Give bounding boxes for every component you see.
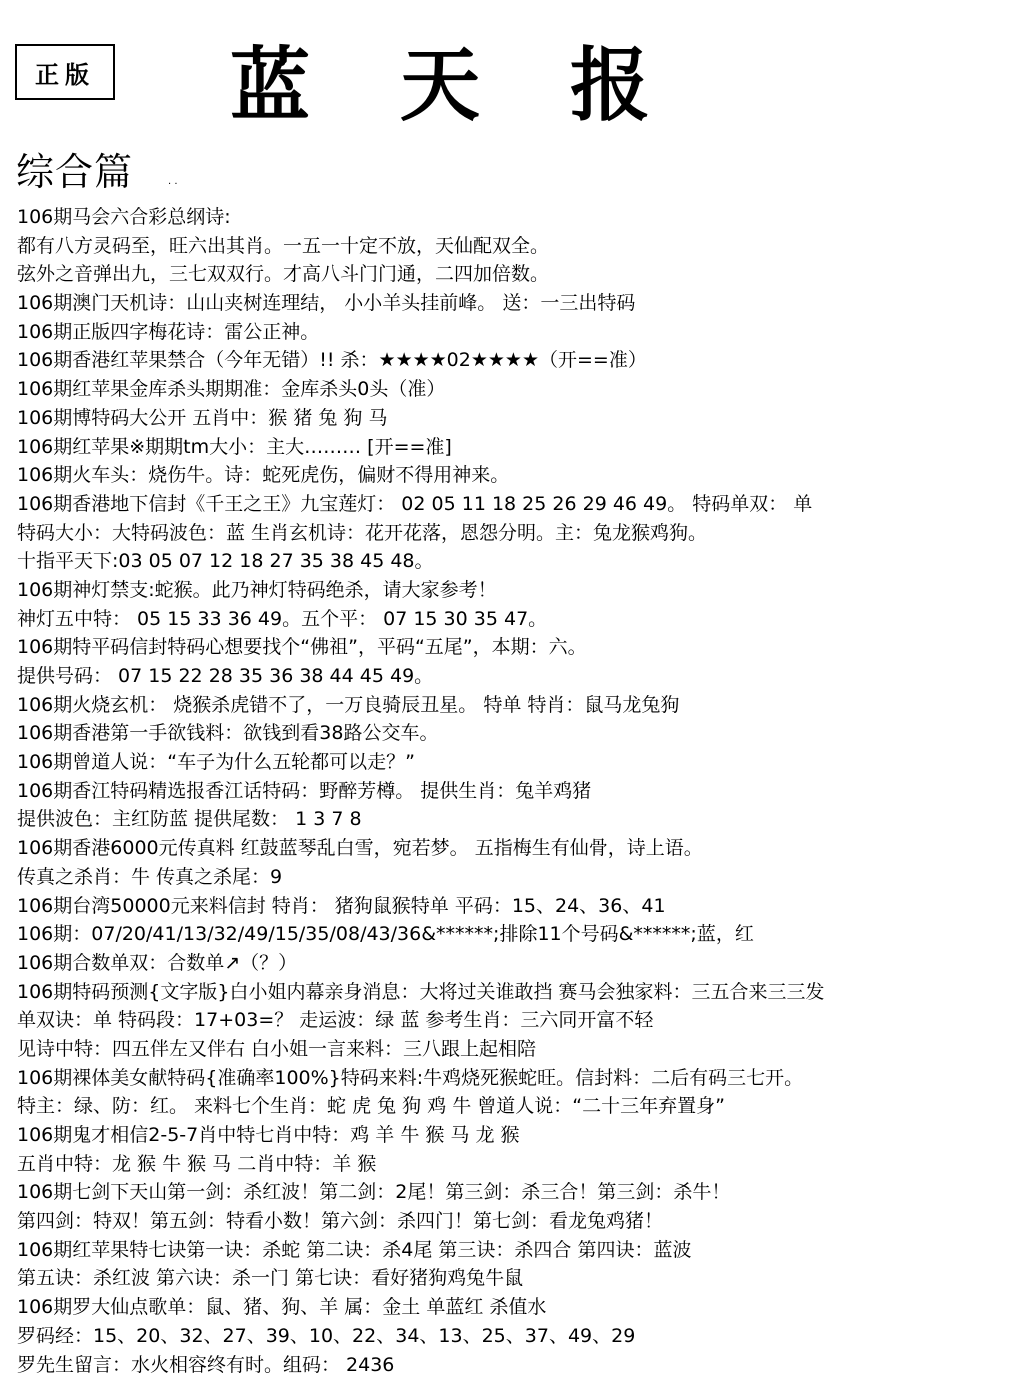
text-line: 106期火烧玄机： 烧猴杀虎错不了，一万良骑辰丑星。 特单 特肖：鼠马龙兔狗: [17, 693, 680, 716]
text-line: 106期澳门天机诗：山山夹树连理结， 小小羊头挂前峰。 送：一三出特码: [17, 292, 636, 315]
text-line: 106期香港地下信封《千王之王》九宝莲灯： 02 05 11 18 25 26 29 46 49。 特码单双： 单: [17, 492, 813, 515]
text-line: 十指平天下:03 05 07 12 18 27 35 38 45 48。: [17, 550, 434, 573]
text-line: 106期：07/20/41/13/32/49/15/35/08/43/36&******;排除11个号码&******;蓝，红: [17, 923, 754, 946]
text-line: 106期香江特码精选报香江话特码：野醉芳樽。 提供生肖：兔羊鸡猪: [17, 779, 592, 802]
masthead-title: [230, 40, 650, 130]
text-line: 106期红苹果金库杀头期期准：金库杀头0头（准）: [17, 378, 446, 401]
text-line: 见诗中特：四五伴左又伴右 白小姐一言来料：三八跟上起相陪: [17, 1037, 537, 1060]
text-line: 106期鬼才相信2-5-7肖中特七肖中特：鸡 羊 牛 猴 马 龙 猴: [17, 1124, 520, 1146]
genuine-edition-badge: 正版: [15, 44, 115, 100]
text-line: 106期马会六合彩总纲诗:: [17, 206, 231, 228]
content-lines: [17, 203, 1007, 1379]
text-line: 106期香港红苹果禁合（今年无错）!! 杀：★★★★02★★★★（开==准）: [17, 349, 647, 372]
text-line: 106期香港第一手欲钱料：欲钱到看38路公交车。: [17, 722, 439, 745]
text-line: 提供号码： 07 15 22 28 35 36 38 44 45 49。: [17, 665, 434, 687]
text-line: 第四剑：特双！第五剑：特看小数！第六剑：杀四门！第七剑：看龙兔鸡猪！: [17, 1210, 664, 1233]
text-line: 106期特码预测{文字版}白小姐内幕亲身消息：大将过关谁敢挡 赛马会独家料：三五合来三三发: [17, 980, 825, 1003]
masthead-char-1: 蓝: [230, 38, 310, 132]
text-line: 神灯五中特： 05 15 33 36 49。五个平： 07 15 30 35 47。: [17, 607, 548, 630]
text-line: 罗码经：15、20、32、27、39、10、22、34、13、25、37、49、29: [17, 1324, 636, 1347]
text-line: 106期红苹果特七诀第一诀：杀蛇 第二诀：杀4尾 第三诀：杀四合 第四诀：蓝波: [17, 1238, 692, 1261]
text-line: 106期裸体美女献特码{准确率100%}特码来料:牛鸡烧死猴蛇旺。信封料：二后有码三七开。: [17, 1066, 804, 1089]
text-line: 提供波色：主红防蓝 提供尾数： 1 3 7 8: [17, 808, 362, 831]
text-line: 106期红苹果※期期tm大小：主大……… [开==准]: [17, 435, 452, 458]
text-line: 传真之杀肖：牛 传真之杀尾：9: [17, 865, 283, 888]
section-title: 综合篇: [16, 150, 134, 194]
text-line: 106期七剑下天山第一剑：杀红波！第二剑：2尾！第三剑：杀三合！第三剑：杀牛！: [17, 1181, 731, 1204]
text-line: 106期博特码大公开 五肖中：猴 猪 兔 狗 马: [17, 406, 388, 429]
text-line: 106期罗大仙点歌单：鼠、猪、狗、羊 属：金土 单蓝红 杀值水: [17, 1296, 547, 1319]
text-line: 都有八方灵码至，旺六出其肖。一五一十定不放，天仙配双全。: [17, 234, 550, 257]
text-line: 第五诀：杀红波 第六诀：杀一门 第七诀：看好猪狗鸡兔牛鼠: [17, 1267, 524, 1290]
text-line: 五肖中特：龙 猴 牛 猴 马 二肖中特：羊 猴: [17, 1152, 377, 1175]
text-line: 106期曾道人说：“车子为什么五轮都可以走？”: [17, 751, 415, 774]
masthead-char-2: 天: [400, 38, 480, 132]
text-line: 特码大小：大特码波色：蓝 生肖玄机诗：花开花落，恩怨分明。主：兔龙猴鸡狗。: [17, 521, 708, 544]
text-line: 106期台湾50000元来料信封 特肖： 猪狗鼠猴特单 平码：15、24、36、41: [17, 894, 666, 917]
text-line: 106期正版四字梅花诗：雷公正神。: [17, 320, 320, 343]
text-line: 106期香港6000元传真料 红鼓蓝琴乱白雪，宛若梦。 五指梅生有仙骨，诗上语。: [17, 837, 703, 860]
text-line: 特主：绿、防：红。 来料七个生肖：蛇 虎 兔 狗 鸡 牛 曾道人说：“二十三年弃置身”: [17, 1095, 725, 1118]
text-line: 罗先生留言：水火相容终有时。组码： 2436: [17, 1353, 395, 1376]
text-line: 106期特平码信封特码心想要找个“佛祖”，平码“五尾”，本期：六。: [17, 636, 587, 659]
text-line: 106期神灯禁支:蛇猴。此乃神灯特码绝杀，请大家参考！: [17, 578, 497, 601]
masthead-char-3: 报: [570, 38, 650, 132]
text-line: 106期合数单双：合数单↗（？）: [17, 951, 298, 974]
text-line: 弦外之音弹出九，三七双双行。才高八斗门门通，二四加倍数。: [17, 263, 550, 286]
text-line: 单双诀：单 特码段：17+03=？ 走运波：绿 蓝 参考生肖：三六同开富不轻: [17, 1009, 654, 1032]
section-dots: . .: [168, 176, 178, 187]
text-line: 106期火车头：烧伤牛。诗：蛇死虎伤，偏财不得用神来。: [17, 464, 510, 487]
